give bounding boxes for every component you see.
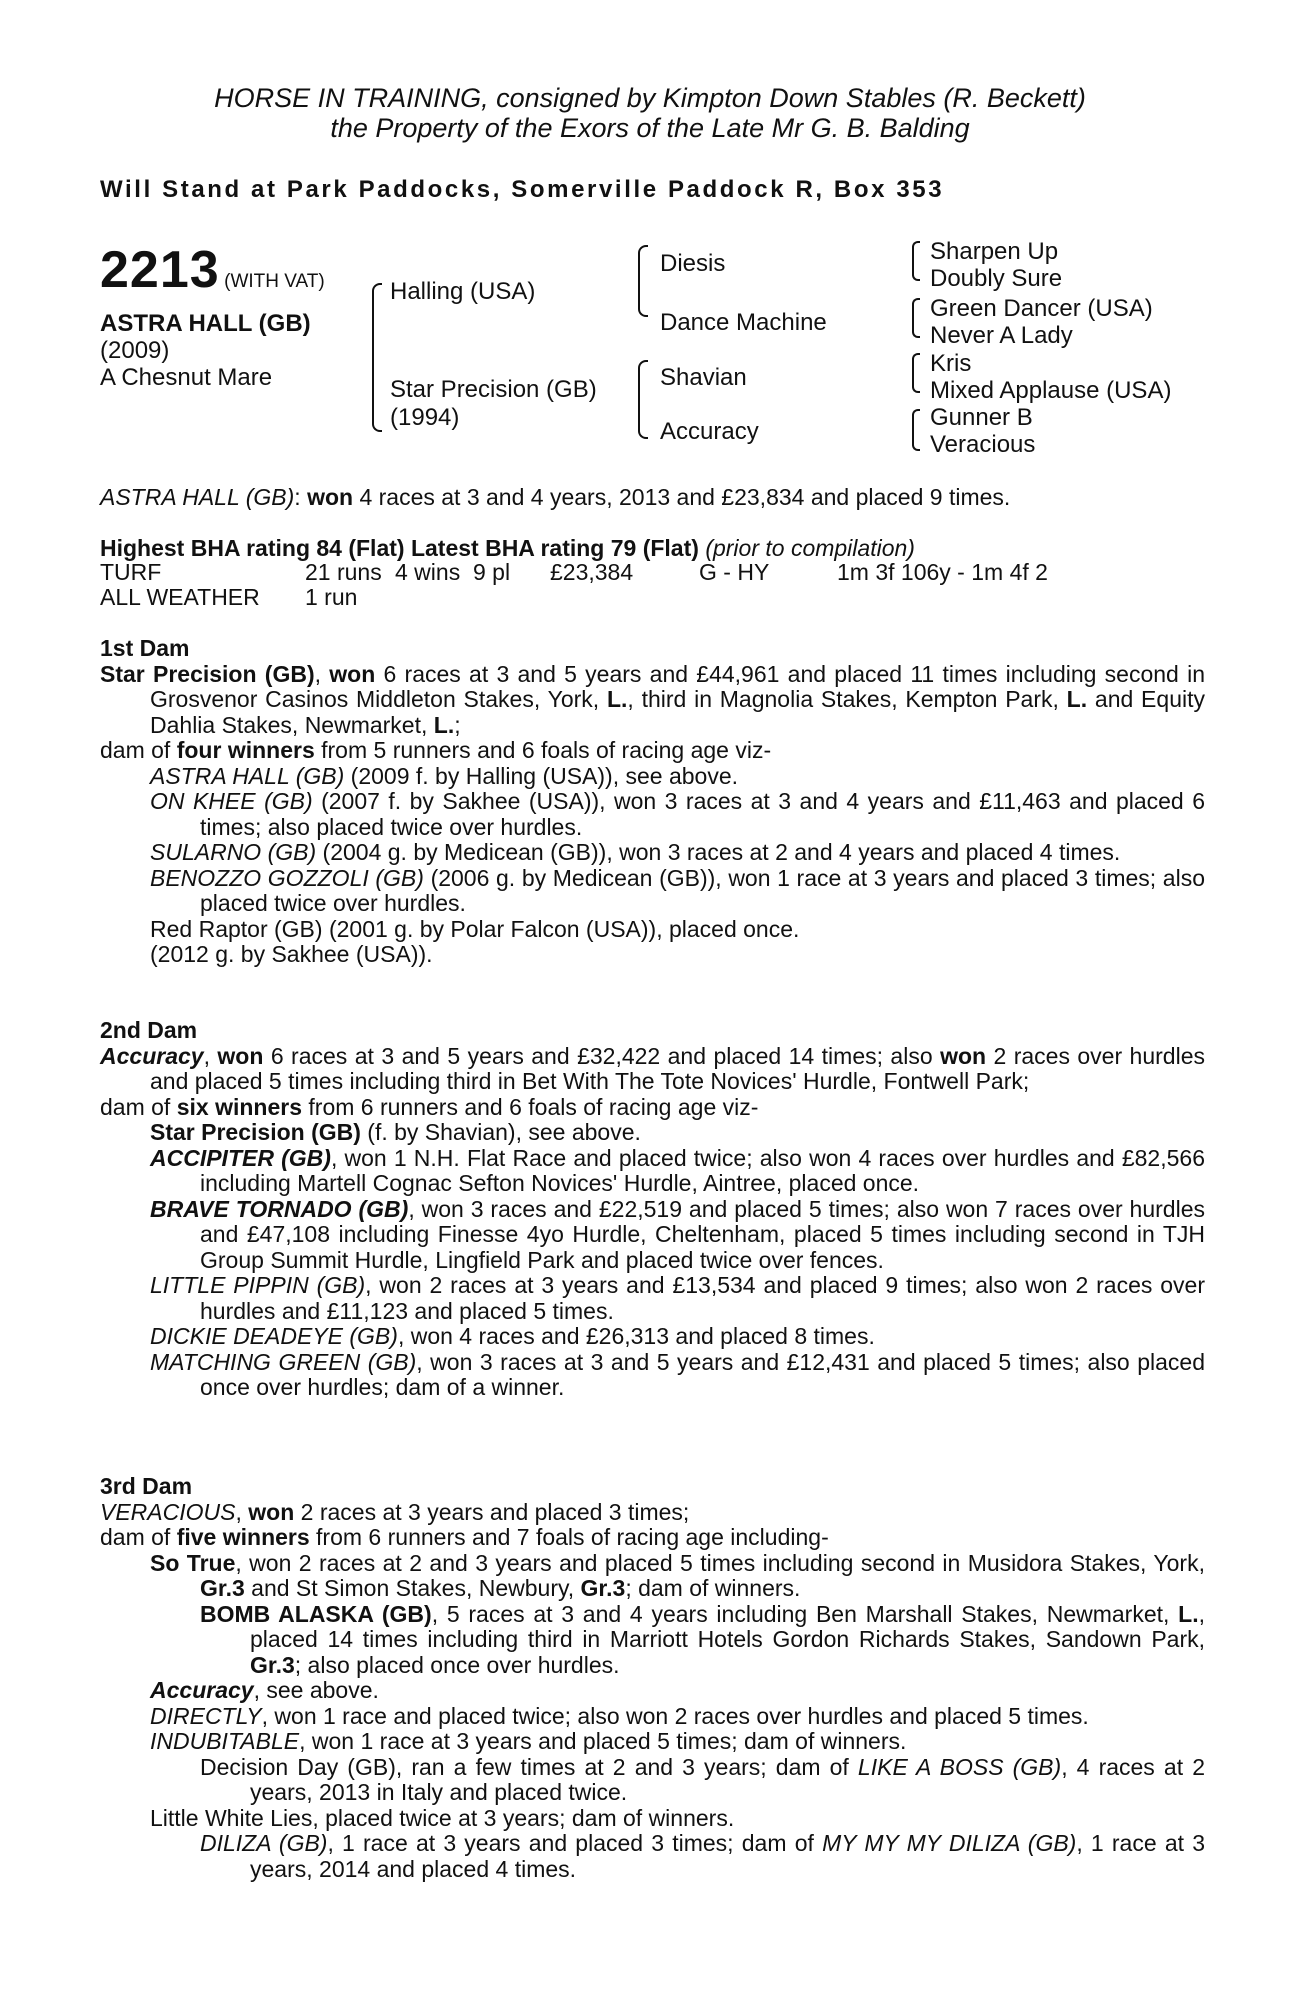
record-text: 6 races at 3 and 5 years and £44,961 and placed 11 times including second in Grosvenor Casinos Middleton Stakes, York, xyxy=(150,660,1205,712)
runs-cell: 1 run xyxy=(305,584,358,610)
produce-text: , 4 races at 2 years, 2013 in Italy and placed twice. xyxy=(250,1753,1205,1805)
produce-text: ; also placed once over hurdles. xyxy=(294,1651,620,1678)
produce-entry xyxy=(100,789,1205,840)
produce-text: (2004 g. by Medicean (GB)), won 3 races at 2 and 4 years and placed 4 times. xyxy=(316,839,1121,865)
produce-entry xyxy=(100,764,1205,790)
produce-name: MY MY MY DILIZA (GB) xyxy=(822,1830,1077,1856)
produce-name: Star Precision (GB) xyxy=(150,1119,361,1145)
produce-text: , won 1 N.H. Flat Race and placed twice; also won 4 races over hurdles and £82,566 including Martell Cognac Sefton Novices' Hurdle, Aintree, placed once. xyxy=(200,1144,1205,1196)
prize-cell: £23,384 xyxy=(550,559,634,585)
produce-name: DICKIE DEADEYE (GB) xyxy=(150,1323,398,1349)
going-cell: G - HY xyxy=(699,559,770,585)
winners-count: five winners xyxy=(176,1524,310,1550)
produce-entry: (2012 g. by Sakhee (USA)). xyxy=(150,941,433,967)
first-dam-heading: 1st Dam xyxy=(100,635,190,661)
wins-cell xyxy=(395,585,473,610)
ratings-heading: Highest BHA rating 84 (Flat) Latest BHA rating 79 (Flat) xyxy=(100,535,699,561)
group-mark: Gr.3 xyxy=(580,1575,626,1601)
pedigree-brace-3b xyxy=(912,298,920,338)
ped-dds: Gunner B xyxy=(930,404,1033,431)
produce-entry xyxy=(100,1704,1205,1730)
prize-cell xyxy=(550,585,699,610)
ped-sss: Sharpen Up xyxy=(930,238,1059,265)
summary-won: won xyxy=(307,484,354,510)
damof-text: dam of xyxy=(100,1524,177,1550)
sire-dam: Dance Machine xyxy=(660,309,827,336)
first-dam-produce-summary xyxy=(100,738,1205,764)
lot-number: 2213 xyxy=(100,241,220,299)
produce-entry: Little White Lies, placed twice at 3 years; dam of winners. xyxy=(150,1804,735,1831)
horse-year: (2009) xyxy=(100,337,170,364)
second-dam-record: Accuracy, won 6 races at 3 and 5 years and £32,422 and placed 14 times; also won 2 races over hurdles and placed 5 times including third in Bet With The Tote Novices' Hurdle, Fontwell Park; xyxy=(100,1042,1205,1094)
won-label: won xyxy=(248,1498,295,1525)
group-mark: Gr.3 xyxy=(250,1651,295,1678)
property-line: the Property of the Exors of the Late Mr G. B. Balding xyxy=(330,113,970,143)
dist-cell: 1m 3f 106y - 1m 4f 2 xyxy=(837,559,1048,585)
ped-sdd: Never A Lady xyxy=(930,322,1073,349)
produce-text: Decision Day (GB), ran a few times at 2 and 3 years; dam of xyxy=(200,1753,858,1780)
produce-entry xyxy=(100,1120,1205,1146)
dam-year: (1994) xyxy=(390,404,460,431)
produce-text: , 1 race at 3 years, 2014 and placed 4 times. xyxy=(250,1830,1205,1882)
surface-cell: TURF xyxy=(100,559,162,585)
first-dam-name: Star Precision (GB) xyxy=(100,660,315,687)
produce-text: , won 2 races at 3 years and £13,534 and placed 9 times; also won 2 races over hurdles and £11,123 and placed 5 times. xyxy=(200,1272,1205,1324)
sire: Halling (USA) xyxy=(390,278,536,305)
first-dam-record: Star Precision (GB), won 6 races at 3 and 5 years and £44,961 and placed 11 times including second in Grosvenor Casinos Middleton Stakes, York, L., third in Magnolia Stakes, Kempton Park, L. and Equity Dahlia Stakes, Newmarket, L.; xyxy=(100,660,1205,738)
produce-entry xyxy=(100,1146,1205,1197)
produce-name: INDUBITABLE xyxy=(150,1728,300,1754)
produce-text: , won 1 race at 3 years and placed 5 times; dam of winners. xyxy=(299,1728,907,1754)
produce-entry xyxy=(100,1729,1205,1755)
won-label: won xyxy=(940,1042,987,1069)
summary-colon: : xyxy=(294,484,308,510)
record-text: ; xyxy=(454,711,461,738)
going-cell xyxy=(699,585,837,610)
dist-cell xyxy=(837,585,1048,610)
wins-cell: 4 wins xyxy=(395,559,461,585)
produce-entry xyxy=(100,840,1205,866)
record-text: 2 races at 3 years and placed 3 times; xyxy=(294,1498,690,1525)
second-dam-name: Accuracy xyxy=(100,1042,204,1069)
third-dam-produce-summary xyxy=(100,1525,1205,1551)
ped-sds: Green Dancer (USA) xyxy=(930,295,1153,322)
record-text: and Equity Dahlia Stakes, Newmarket, xyxy=(150,686,1205,738)
pedigree-brace-3a xyxy=(912,241,920,281)
vat-label: (WITH VAT) xyxy=(224,271,325,292)
produce-text: , won 4 races and £26,313 and placed 8 times. xyxy=(397,1323,875,1349)
listed-mark: L. xyxy=(433,711,455,738)
damof-text: from 5 runners and 6 foals of racing age viz- xyxy=(314,737,772,763)
produce-text: (2006 g. by Medicean (GB)), won 1 race at 3 years and placed 3 times; also placed twice over hurdles. xyxy=(200,864,1205,916)
pedigree-brace-3c xyxy=(912,353,920,393)
produce-text: and St Simon Stakes, Newbury, xyxy=(244,1575,581,1601)
produce-name: MATCHING GREEN (GB) xyxy=(150,1348,417,1375)
third-dam-section xyxy=(100,1474,1205,1882)
ped-ddd: Veracious xyxy=(930,431,1036,458)
produce-text: , won 2 races at 2 and 3 years and placed 5 times including second in Musidora Stakes, York, xyxy=(235,1549,1205,1576)
ratings-row-turf xyxy=(100,560,1048,585)
produce-text: ; dam of winners. xyxy=(625,1575,801,1601)
ped-ssd: Doubly Sure xyxy=(930,265,1063,292)
winners-count: four winners xyxy=(176,737,315,763)
produce-entry xyxy=(100,1273,1205,1324)
group-mark: Gr.3 xyxy=(200,1575,245,1601)
produce-name: BENOZZO GOZZOLI (GB) xyxy=(150,864,424,891)
produce-text: , 5 races at 3 and 4 years including Ben Marshall Stakes, Newmarket, xyxy=(431,1600,1179,1627)
won-label: won xyxy=(329,660,376,687)
pl-cell xyxy=(473,585,550,610)
produce-name: ASTRA HALL (GB) xyxy=(150,762,345,789)
grand-produce-entry xyxy=(100,1755,1205,1806)
produce-name: DILIZA (GB) xyxy=(200,1830,328,1856)
produce-text: , see above. xyxy=(253,1677,379,1703)
third-dam-record: VERACIOUS, won 2 races at 3 years and placed 3 times; xyxy=(100,1498,690,1525)
pl-cell: 9 pl xyxy=(473,559,511,585)
produce-text: (2009 f. by Halling (USA)), see above. xyxy=(344,762,739,789)
produce-text: (2007 f. by Sakhee (USA)), won 3 races at 3 and 4 years and £11,463 and placed 6 times; also placed twice over hurdles. xyxy=(200,788,1205,840)
record-text: 6 races at 3 and 5 years and £32,422 and placed 14 times; also xyxy=(263,1042,941,1069)
second-dam-produce-summary xyxy=(100,1095,1205,1121)
produce-entry: Red Raptor (GB) (2001 g. by Polar Falcon (USA)), placed once. xyxy=(150,915,800,942)
surface-cell: ALL WEATHER xyxy=(100,584,260,610)
produce-name: SULARNO (GB) xyxy=(150,839,317,865)
ped-dsd: Mixed Applause (USA) xyxy=(930,377,1172,404)
second-dam-section xyxy=(100,1018,1205,1401)
produce-entry xyxy=(100,1551,1205,1602)
summary-text: 4 races at 3 and 4 years, 2013 and £23,834 and placed 9 times. xyxy=(353,484,1011,510)
ped-dss: Kris xyxy=(930,350,972,377)
listed-mark: L. xyxy=(1066,686,1088,712)
pedigree-brace-3d xyxy=(912,409,920,451)
produce-name: BOMB ALASKA (GB) xyxy=(200,1600,432,1627)
grand-produce-entry xyxy=(100,1602,1205,1679)
produce-entry xyxy=(100,1350,1205,1401)
produce-entry xyxy=(100,1197,1205,1274)
record-text: 2 races over hurdles and placed 5 times including third in Bet With The Tote Novices' Hurdle, Fontwell Park; xyxy=(150,1042,1205,1094)
pedigree-brace-1 xyxy=(372,283,382,432)
horse-name: ASTRA HALL (GB) xyxy=(100,310,311,337)
produce-text: , placed 14 times including third in Marriott Hotels Gordon Richards Stakes, Sandown Park, xyxy=(250,1600,1205,1652)
sire-sire: Diesis xyxy=(660,250,726,277)
produce-entry xyxy=(100,1324,1205,1350)
ratings-note: (prior to compilation) xyxy=(705,535,915,561)
grand-produce-entry xyxy=(100,1831,1205,1882)
winners-count: six winners xyxy=(176,1093,302,1120)
ratings-heading-row xyxy=(100,535,915,562)
produce-name: Accuracy xyxy=(150,1677,254,1703)
produce-text: , won 1 race and placed twice; also won 2 races over hurdles and placed 5 times. xyxy=(261,1702,1089,1729)
runs-cell: 21 runs xyxy=(305,559,382,585)
dam-sire: Shavian xyxy=(660,364,747,391)
ratings-row-aw xyxy=(100,585,1048,610)
won-label: won xyxy=(217,1042,264,1069)
listed-mark: L. xyxy=(1178,1600,1199,1627)
third-dam-heading: 3rd Dam xyxy=(100,1473,193,1499)
damof-text: dam of xyxy=(100,1093,177,1120)
summary-horse-name: ASTRA HALL (GB) xyxy=(100,484,295,510)
second-dam-heading: 2nd Dam xyxy=(100,1017,198,1043)
produce-entry xyxy=(100,1678,1205,1704)
listed-mark: L. xyxy=(606,686,628,712)
stand-location: Will Stand at Park Paddocks, Somerville Paddock R, Box 353 xyxy=(100,176,945,203)
damof-text: dam of xyxy=(100,737,177,763)
produce-text: , won 3 races and £22,519 and placed 5 times; also won 7 races over hurdles and £47,108 including Finesse 4yo Hurdle, Cheltenham, placed 5 times including second in TJH Group Summit Hurdle, Lingfield Park and placed twice over fences. xyxy=(200,1195,1205,1273)
horse-description: A Chesnut Mare xyxy=(100,364,273,391)
ratings-table xyxy=(100,560,1048,610)
produce-text: , won 3 races at 3 and 5 years and £12,431 and placed 5 times; also placed once over hurdles; dam of a winner. xyxy=(200,1348,1205,1400)
record-text: , third in Magnolia Stakes, Kempton Park, xyxy=(627,686,1067,712)
produce-text: (f. by Shavian), see above. xyxy=(360,1119,641,1145)
race-summary xyxy=(100,484,1010,511)
lot-number-row xyxy=(100,240,325,300)
pedigree-brace-2b xyxy=(638,360,648,439)
dam-dam: Accuracy xyxy=(660,418,759,445)
produce-name: LIKE A BOSS (GB) xyxy=(857,1753,1062,1780)
produce-name: ACCIPITER (GB) xyxy=(150,1144,331,1171)
produce-name: LITTLE PIPPIN (GB) xyxy=(150,1272,366,1298)
damof-text: from 6 runners and 7 foals of racing age including- xyxy=(309,1524,829,1550)
first-dam-section xyxy=(100,636,1205,968)
produce-text: , 1 race at 3 years and placed 3 times; dam of xyxy=(327,1830,823,1856)
consignor-line: HORSE IN TRAINING, consigned by Kimpton Down Stables (R. Beckett) xyxy=(214,83,1086,113)
produce-name: BRAVE TORNADO (GB) xyxy=(150,1195,409,1222)
dam: Star Precision (GB) xyxy=(390,376,597,403)
damof-text: from 6 runners and 6 foals of racing age viz- xyxy=(302,1093,759,1120)
third-dam-name: VERACIOUS xyxy=(100,1498,236,1525)
produce-name: ON KHEE (GB) xyxy=(150,788,313,814)
produce-entry xyxy=(100,866,1205,917)
produce-name: So True xyxy=(150,1549,236,1576)
produce-name: DIRECTLY xyxy=(150,1702,262,1729)
pedigree-brace-2a xyxy=(638,245,648,317)
